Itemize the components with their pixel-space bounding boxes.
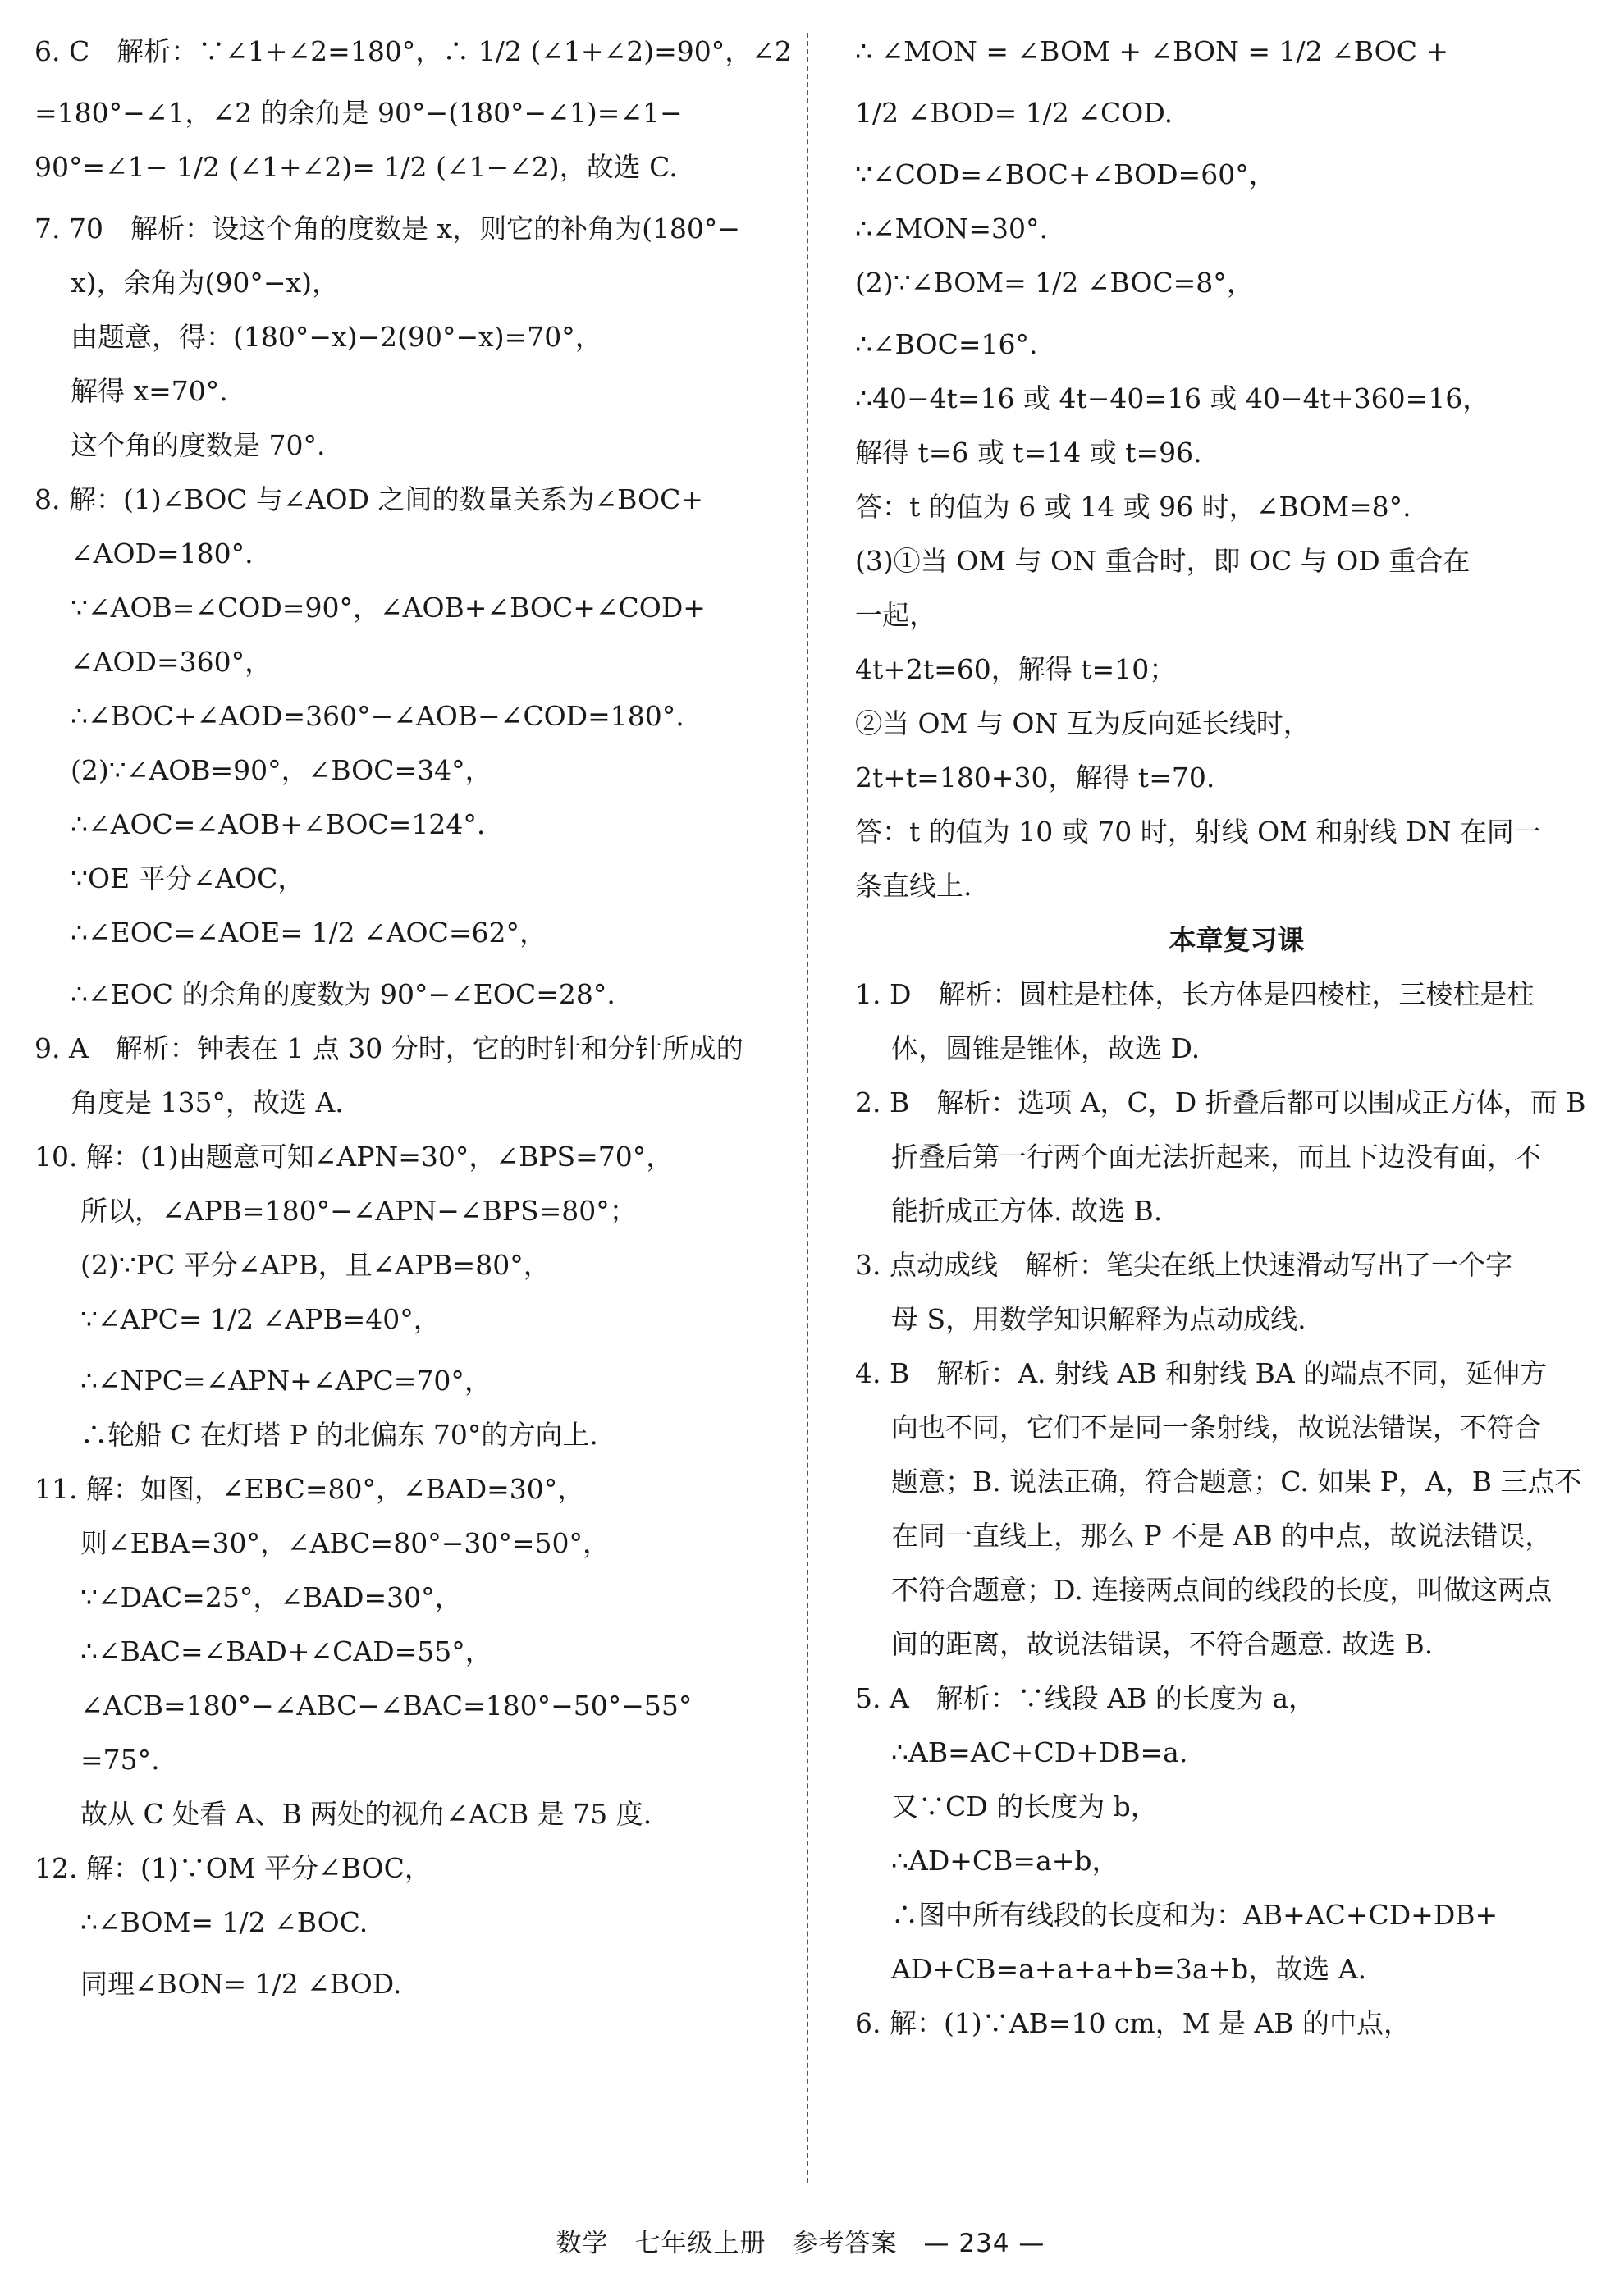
text-line: 条直线上. (855, 870, 972, 902)
text-line: 由题意，得：(180°−x)−2(90°−x)=70°， (71, 321, 602, 353)
left-column (34, 33, 798, 2019)
text-line: =75°. (80, 1744, 160, 1776)
text-line: 90°=∠1− 1/2 (∠1+∠2)= 1/2 (∠1−∠2)，故选 C. (34, 151, 678, 183)
text-line: =180°−∠1，∠2 的余角是 90°−(180°−∠1)=∠1− (34, 97, 683, 129)
text-line: ∴∠BAC=∠BAD+∠CAD=55°， (80, 1635, 492, 1667)
text-line: (3)①当 OM 与 ON 重合时，即 OC 与 OD 重合在 (855, 545, 1471, 577)
text-line: 母 S，用数学知识解释为点动成线. (891, 1303, 1306, 1335)
text-line: 所以，∠APB=180°−∠APN−∠BPS=80°； (80, 1195, 637, 1227)
text-line: ∴AB=AC+CD+DB=a. (891, 1736, 1188, 1768)
text-line: 一起， (855, 599, 936, 631)
text-line: ∵∠APC= 1/2 ∠APB=40°， (80, 1303, 441, 1335)
text-line: 9. A 解析：钟表在 1 点 30 分时，它的时针和分针所成的 (34, 1032, 743, 1064)
section-heading: 本章复习课 (1169, 924, 1305, 956)
text-line: 8. 解：(1)∠BOC 与∠AOD 之间的数量关系为∠BOC+ (34, 483, 703, 515)
text-line: 2. B 解析：选项 A，C，D 折叠后都可以围成正方体，而 B (855, 1086, 1586, 1118)
text-line: ∴ ∠MON = ∠BOM + ∠BON = 1/2 ∠BOC + (855, 35, 1449, 67)
text-line: 又∵CD 的长度为 b， (891, 1791, 1158, 1823)
text-line: 2t+t=180+30，解得 t=70. (855, 762, 1215, 794)
text-line: 故从 C 处看 A、B 两处的视角∠ACB 是 75 度. (80, 1798, 652, 1830)
text-line: ∠ACB=180°−∠ABC−∠BAC=180°−50°−55° (80, 1690, 693, 1722)
text-line: 则∠EBA=30°，∠ABC=80°−30°=50°， (80, 1527, 610, 1559)
text-line: 12. 解：(1)∵OM 平分∠BOC， (34, 1852, 432, 1884)
text-line: ∴40−4t=16 或 4t−40=16 或 40−4t+360=16， (855, 382, 1490, 414)
text-line: ∠AOD=360°， (71, 646, 272, 678)
text-line: 6. C 解析：∵∠1+∠2=180°，∴ 1/2 (∠1+∠2)=90°，∠2 (34, 35, 792, 67)
text-line: 5. A 解析：∵线段 AB 的长度为 a， (855, 1682, 1316, 1714)
text-line: ∴轮船 C 在灯塔 P 的北偏东 70°的方向上. (80, 1419, 598, 1451)
column-divider (807, 33, 808, 2183)
text-line: 题意；B. 说法正确，符合题意；C. 如果 P，A，B 三点不 (891, 1466, 1582, 1498)
text-line: AD+CB=a+a+a+b=3a+b，故选 A. (891, 1953, 1367, 1985)
text-line: 角度是 135°，故选 A. (71, 1086, 344, 1118)
text-line: ∴∠EOC 的余角的度数为 90°−∠EOC=28°. (71, 978, 615, 1010)
text-line: ∵OE 平分∠AOC， (71, 862, 305, 894)
text-line: ∴∠BOM= 1/2 ∠BOC. (80, 1906, 368, 1938)
text-line: 间的距离，故说法错误，不符合题意. 故选 B. (891, 1628, 1434, 1660)
text-line: 4t+2t=60，解得 t=10； (855, 653, 1177, 685)
text-line: ∴∠MON=30°. (855, 213, 1048, 245)
text-line: 解得 t=6 或 t=14 或 t=96. (855, 437, 1202, 469)
page-footer: 数学 七年级上册 参考答案 — 234 — (556, 2229, 1045, 2258)
text-line: ∵∠DAC=25°，∠BAD=30°， (80, 1581, 462, 1613)
text-line: (2)∵∠BOM= 1/2 ∠BOC=8°， (855, 267, 1254, 299)
text-line: 10. 解：(1)由题意可知∠APN=30°，∠BPS=70°， (34, 1141, 674, 1173)
text-line: 折叠后第一行两个面无法折起来，而且下边没有面，不 (891, 1141, 1541, 1173)
text-line: ∴∠AOC=∠AOB+∠BOC=124°. (71, 808, 486, 840)
text-line: (2)∵∠AOB=90°，∠BOC=34°， (71, 754, 492, 786)
text-line: x)，余角为(90°−x)， (71, 267, 339, 299)
text-line: 1. D 解析：圆柱是柱体，长方体是四棱柱，三棱柱是柱 (855, 978, 1535, 1010)
text-line: 3. 点动成线 解析：笔尖在纸上快速滑动写出了一个字 (855, 1249, 1512, 1281)
text-line: ∴∠BOC+∠AOD=360°−∠AOB−∠COD=180°. (71, 700, 684, 732)
text-line: 同理∠BON= 1/2 ∠BOD. (80, 1968, 402, 2000)
text-line: ∵∠COD=∠BOC+∠BOD=60°， (855, 158, 1276, 190)
text-line: (2)∵PC 平分∠APB，且∠APB=80°， (80, 1249, 551, 1281)
text-line: 体，圆锥是锥体，故选 D. (891, 1032, 1201, 1064)
text-line: 向也不同，它们不是同一条射线，故说法错误，不符合 (891, 1411, 1541, 1443)
text-line: 7. 70 解析：设这个角的度数是 x，则它的补角为(180°− (34, 213, 741, 245)
text-line: 11. 解：如图，∠EBC=80°，∠BAD=30°， (34, 1473, 585, 1505)
right-column (855, 33, 1601, 2059)
text-line: ∴∠EOC=∠AOE= 1/2 ∠AOC=62°， (71, 917, 547, 949)
text-line: ∴∠NPC=∠APN+∠APC=70°， (80, 1365, 492, 1397)
text-line: 这个角的度数是 70°. (71, 429, 326, 461)
text-line: ∴∠BOC=16°. (855, 328, 1038, 360)
text-line: 答：t 的值为 6 或 14 或 96 时，∠BOM=8°. (855, 491, 1411, 523)
text-line: ∴图中所有线段的长度和为：AB+AC+CD+DB+ (891, 1899, 1498, 1931)
text-line: 不符合题意；D. 连接两点间的线段的长度，叫做这两点 (891, 1574, 1553, 1606)
text-line: 能折成正方体. 故选 B. (891, 1195, 1163, 1227)
text-line: ∴AD+CB=a+b， (891, 1845, 1119, 1877)
text-line: ∠AOD=180°. (71, 537, 254, 569)
text-line: 1/2 ∠BOD= 1/2 ∠COD. (855, 97, 1173, 129)
text-line: 6. 解：(1)∵AB=10 cm，M 是 AB 的中点， (855, 2007, 1411, 2039)
text-line: ∵∠AOB=∠COD=90°，∠AOB+∠BOC+∠COD+ (71, 592, 706, 624)
text-line: 答：t 的值为 10 或 70 时，射线 OM 和射线 DN 在同一 (855, 816, 1541, 848)
text-line: 解得 x=70°. (71, 375, 228, 407)
text-line: 在同一直线上，那么 P 不是 AB 的中点，故说法错误， (891, 1520, 1553, 1552)
text-line: ②当 OM 与 ON 互为反向延长线时， (855, 707, 1311, 739)
text-line: 4. B 解析：A. 射线 AB 和射线 BA 的端点不同，延伸方 (855, 1357, 1548, 1389)
